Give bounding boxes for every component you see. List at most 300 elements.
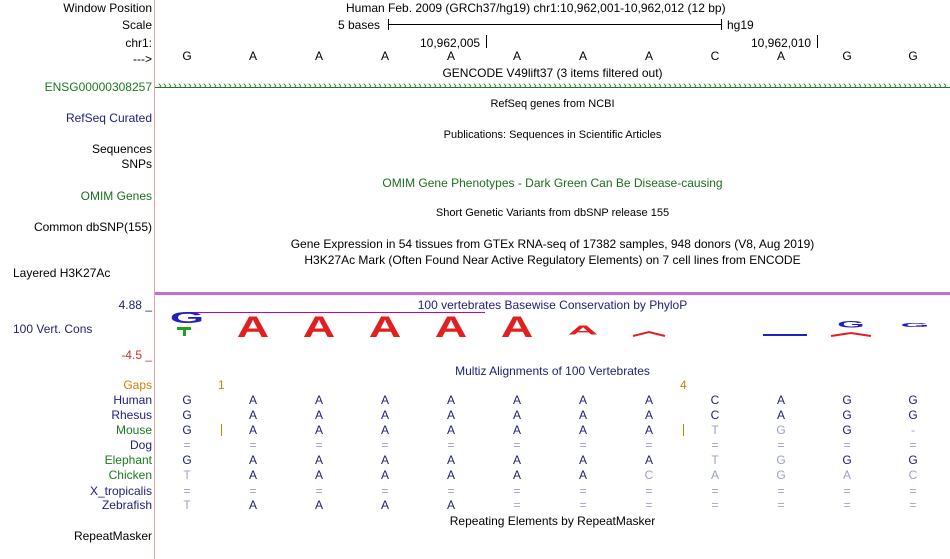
alignment-base: G [776,453,786,467]
alignment-base: A [512,393,521,407]
gap-marker-2: 4 [680,378,687,392]
alignment-base: A [380,468,389,482]
omim-track-title[interactable]: OMIM Gene Phenotypes - Dark Green Can Be Disease-causing [382,176,723,190]
alignment-base: A [446,408,455,422]
alignment-base: = [447,484,455,498]
track-label-column [0,0,154,559]
alignment-base: = [645,484,653,498]
strand-chevron: › [288,80,292,92]
strand-chevron: › [553,80,557,92]
strand-chevron: › [508,80,512,92]
strand-chevron: › [478,80,482,92]
strand-chevron: › [573,80,577,92]
alignment-base: = [315,438,323,452]
strand-chevron: › [533,80,537,92]
alignment-base: A [314,453,323,467]
logo-letter-g-11: G [837,320,865,330]
strand-chevron: › [318,80,322,92]
alignment-base: A [578,453,587,467]
strand-arrow-label: ---> [133,52,152,66]
strand-chevron: › [308,80,312,92]
alignment-base: = [381,484,389,498]
window-position-value: Human Feb. 2009 (GRCh37/hg19) chr1:10,962,001-10,962,012 (12 bp) [346,1,726,15]
logo-letter-c-9 [763,334,807,336]
alignment-base: A [314,468,323,482]
strand-chevron: › [178,80,182,92]
alignment-base: A [380,498,389,512]
gencode-item-label[interactable]: ENSG00000308257 [44,80,152,94]
strand-chevron: › [728,80,732,92]
alignment-base: A [446,453,455,467]
alignment-base: C [644,468,654,482]
strand-chevron: › [713,80,717,92]
strand-chevron: › [618,80,622,92]
strand-chevron: › [298,80,302,92]
chrom-label: chr1: [125,36,152,50]
strand-chevron: › [763,80,767,92]
alignment-base: A [512,453,521,467]
strand-chevron: › [158,80,162,92]
strand-chevron: › [903,80,907,92]
strand-chevron: › [313,80,317,92]
alignment-base: = [447,438,455,452]
strand-chevron: › [943,80,947,92]
alignment-base: = [513,498,521,512]
strand-chevron: › [608,80,612,92]
strand-chevron: › [883,80,887,92]
strand-chevron: › [363,80,367,92]
h3k27ac-track-title[interactable]: H3K27Ac Mark (Often Found Near Active Regulatory Elements) on 7 cell lines from ENCODE [304,253,801,267]
alignment-base: A [380,453,389,467]
strand-chevron: › [868,80,872,92]
logo-letter-a-6: A [500,310,534,340]
repeatmasker-label[interactable]: RepeatMasker [73,529,152,543]
strand-chevron: › [673,80,677,92]
alignment-base: A [644,393,653,407]
alignment-base: A [578,408,587,422]
strand-chevron: › [388,80,392,92]
strand-chevron: › [393,80,397,92]
alignment-base: A [578,423,587,437]
alignment-base: = [777,438,785,452]
strand-chevron: › [758,80,762,92]
strand-chevron: › [358,80,362,92]
strand-chevron: › [648,80,652,92]
strand-chevron: › [833,80,837,92]
strand-chevron: › [918,80,922,92]
phylop-track-label[interactable]: 100 Vert. Cons [13,322,93,336]
mouse-insert-marker-2 [683,424,684,436]
scale-bar-left-label: 5 bases [338,18,381,32]
strand-chevron: › [543,80,547,92]
alignment-base: G [182,423,192,437]
alignment-base: A [446,423,455,437]
strand-chevron: › [518,80,522,92]
alignment-base: A [644,423,653,437]
gap-marker-1: 1 [218,378,225,392]
alignment-base: A [380,423,389,437]
logo-letter-a-2: A [236,310,270,340]
alignment-base: - [911,423,915,437]
strand-chevron: › [913,80,917,92]
strand-chevron: › [173,80,177,92]
strand-chevron: › [828,80,832,92]
alignment-base: A [446,468,455,482]
refseq-track-title[interactable]: RefSeq genes from NCBI [490,98,615,110]
strand-chevron: › [448,80,452,92]
strand-chevron: › [443,80,447,92]
strand-chevron: › [353,80,357,92]
alignment-base: A [512,468,521,482]
alignment-base: = [513,438,521,452]
strand-chevron: › [523,80,527,92]
strand-chevron: › [803,80,807,92]
alignment-base: A [314,408,323,422]
alignment-base: = [579,438,587,452]
alignment-base: G [842,408,852,422]
alignment-base: T [183,468,191,482]
alignment-base: = [909,438,917,452]
strand-chevron: › [778,80,782,92]
strand-chevron: › [368,80,372,92]
strand-chevron: › [473,80,477,92]
strand-chevron: › [483,80,487,92]
strand-chevron: › [578,80,582,92]
strand-chevron: › [493,80,497,92]
alignment-base: A [248,393,257,407]
alignment-base: = [579,484,587,498]
alignment-base: A [314,498,323,512]
strand-chevron: › [253,80,257,92]
repeatmasker-track-title[interactable]: Repeating Elements by RepeatMasker [449,514,656,528]
strand-chevron: › [278,80,282,92]
species-label: Dog [129,438,152,452]
strand-chevron: › [538,80,542,92]
ruler-tick-2 [817,35,818,48]
strand-chevron: › [843,80,847,92]
alignment-base: G [842,423,852,437]
strand-chevron: › [693,80,697,92]
snps-label[interactable]: SNPs [121,157,152,171]
strand-chevron: › [658,80,662,92]
mouse-insert-marker-1 [221,424,222,436]
scale-label: Scale [121,18,152,32]
strand-chevron: › [238,80,242,92]
alignment-base: = [381,438,389,452]
strand-chevron: › [268,80,272,92]
strand-chevron: › [613,80,617,92]
strand-chevron: › [463,80,467,92]
reference-base: A [512,49,521,63]
strand-chevron: › [328,80,332,92]
strand-chevron: › [653,80,657,92]
alignment-base: = [843,438,851,452]
alignment-base: A [578,393,587,407]
alignment-base: = [711,484,719,498]
alignment-base: = [909,484,917,498]
strand-chevron: › [548,80,552,92]
strand-chevron: › [818,80,822,92]
phylop-max-label: 4.88 _ [118,298,152,312]
strand-chevron: › [438,80,442,92]
strand-chevron: › [788,80,792,92]
species-label: Mouse [115,423,152,437]
alignment-base: A [644,453,653,467]
strand-chevron: › [878,80,882,92]
strand-chevron: › [768,80,772,92]
strand-chevron: › [323,80,327,92]
strand-chevron: › [688,80,692,92]
strand-chevron: › [928,80,932,92]
alignment-base: A [248,498,257,512]
strand-chevron: › [193,80,197,92]
strand-chevron: › [888,80,892,92]
alignment-base: A [380,393,389,407]
logo-letter-a-7: A [567,322,599,338]
strand-chevron: › [848,80,852,92]
strand-chevron: › [908,80,912,92]
strand-chevron: › [513,80,517,92]
strand-chevron: › [743,80,747,92]
strand-chevron: › [213,80,217,92]
strand-chevron: › [628,80,632,92]
strand-chevron: › [558,80,562,92]
alignment-base: = [843,484,851,498]
strand-chevron: › [638,80,642,92]
strand-chevron: › [218,80,222,92]
strand-chevron: › [738,80,742,92]
strand-chevron: › [898,80,902,92]
strand-chevron: › [683,80,687,92]
strand-chevron: › [343,80,347,92]
logo-letter-t-green-top [177,327,191,330]
strand-chevron: › [383,80,387,92]
strand-chevron: › [453,80,457,92]
sequences-label[interactable]: Sequences [91,142,152,156]
strand-chevron: › [933,80,937,92]
alignment-base: G [182,393,192,407]
strand-chevron: › [823,80,827,92]
logo-letter-a-4: A [368,310,402,340]
alignment-base: = [315,484,323,498]
alignment-base: G [182,453,192,467]
alignment-base: A [512,408,521,422]
reference-base: G [842,49,852,63]
strand-chevron: › [773,80,777,92]
alignment-base: G [842,453,852,467]
alignment-base: A [776,408,785,422]
strand-chevron: › [568,80,572,92]
strand-chevron: › [923,80,927,92]
logo-letter-a-8 [633,332,665,336]
phylop-min-label: -4.5 _ [121,348,152,362]
strand-chevron: › [838,80,842,92]
strand-chevron: › [183,80,187,92]
reference-base: A [644,49,653,63]
logo-letter-a-11 [831,333,871,336]
alignment-base: G [842,393,852,407]
species-label: Rhesus [111,408,152,422]
alignment-base: A [578,468,587,482]
species-label: Zebrafish [101,498,152,512]
strand-chevron: › [598,80,602,92]
strand-chevron: › [423,80,427,92]
strand-chevron: › [563,80,567,92]
h3k27ac-signal-bar [155,292,950,295]
strand-chevron: › [723,80,727,92]
logo-letter-g: G [169,310,205,327]
reference-base: A [776,49,785,63]
gaps-label: Gaps [123,378,152,392]
strand-chevron: › [203,80,207,92]
logo-letter-a-5: A [434,310,468,340]
refseq-curated-label[interactable]: RefSeq Curated [65,111,152,125]
strand-chevron: › [498,80,502,92]
alignment-base: G [776,468,786,482]
strand-chevron: › [663,80,667,92]
window-position-label: Window Position [63,1,152,15]
strand-chevron: › [528,80,532,92]
alignment-base: A [314,393,323,407]
reference-base: G [182,49,192,63]
alignment-base: C [908,468,918,482]
alignment-base: = [645,438,653,452]
alignment-base: A [446,393,455,407]
strand-chevron: › [938,80,942,92]
omim-genes-label[interactable]: OMIM Genes [80,189,152,203]
strand-chevron: › [588,80,592,92]
strand-chevron: › [623,80,627,92]
species-label: Elephant [104,453,152,467]
strand-chevron: › [718,80,722,92]
alignment-base: T [711,453,719,467]
alignment-base: = [249,438,257,452]
strand-chevron: › [863,80,867,92]
strand-chevron: › [398,80,402,92]
species-label: Chicken [108,468,152,482]
strand-chevron: › [168,80,172,92]
alignment-base: A [446,498,455,512]
strand-chevron: › [413,80,417,92]
strand-chevron: › [858,80,862,92]
alignment-base: A [314,423,323,437]
alignment-base: G [182,408,192,422]
alignment-base: A [248,453,257,467]
strand-chevron: › [698,80,702,92]
phylop-sequence-logo [155,310,950,340]
strand-chevron: › [678,80,682,92]
reference-base: A [446,49,455,63]
phylop-track-title[interactable]: 100 vertebrates Basewise Conservation by PhyloP [417,298,688,312]
dbsnp-track-title[interactable]: Short Genetic Variants from dbSNP release 155 [435,207,670,219]
strand-chevron: › [233,80,237,92]
alignment-base: A [248,468,257,482]
scale-bar-right-label: hg19 [727,18,754,32]
label-column-divider [154,0,155,559]
alignment-base: = [183,438,191,452]
strand-chevron: › [733,80,737,92]
strand-chevron: › [223,80,227,92]
reference-base: G [908,49,918,63]
strand-chevron: › [813,80,817,92]
strand-chevron: › [793,80,797,92]
strand-chevron: › [583,80,587,92]
strand-chevron: › [748,80,752,92]
multiz-track-title[interactable]: Multiz Alignments of 100 Vertebrates [455,364,650,378]
scale-bar-right-tick [721,19,722,30]
strand-chevron: › [783,80,787,92]
strand-chevron: › [668,80,672,92]
ruler-position-2: 10,962,010 [751,36,812,50]
layered-h3k27ac-label[interactable]: Layered H3K27Ac [13,266,111,280]
gtex-track-title[interactable]: Gene Expression in 54 tissues from GTEx RNA-seq of 17382 samples, 948 donors (V8, Aug 2019) [290,237,815,251]
strand-chevron: › [853,80,857,92]
strand-chevron: › [418,80,422,92]
strand-chevron: › [433,80,437,92]
alignment-base: = [711,498,719,512]
alignment-base: A [842,468,851,482]
gencode-track-title[interactable]: GENCODE V49lift37 (3 items filtered out) [442,66,663,80]
alignment-base: G [776,423,786,437]
reference-base: A [314,49,323,63]
strand-chevron: › [798,80,802,92]
alignment-base: = [579,498,587,512]
alignment-base: G [908,453,918,467]
strand-chevron: › [603,80,607,92]
strand-chevron: › [248,80,252,92]
strand-chevron: › [333,80,337,92]
alignment-base: = [513,484,521,498]
ruler-tick-1 [486,35,487,48]
alignment-base: = [249,484,257,498]
strand-chevron: › [338,80,342,92]
strand-chevron: › [428,80,432,92]
strand-chevron: › [873,80,877,92]
strand-chevron: › [208,80,212,92]
strand-chevron: › [373,80,377,92]
strand-chevron: › [808,80,812,92]
alignment-base: G [908,393,918,407]
reference-base: C [710,49,720,63]
species-label: Human [113,393,152,407]
alignment-base: A [644,408,653,422]
strand-chevron: › [228,80,232,92]
alignment-base: = [843,498,851,512]
alignment-base: = [645,498,653,512]
strand-chevron: › [708,80,712,92]
common-dbsnp-label[interactable]: Common dbSNP(155) [33,220,152,234]
ruler-position-1: 10,962,005 [420,36,481,50]
strand-chevron: › [703,80,707,92]
alignment-base: = [777,498,785,512]
alignment-base: A [248,423,257,437]
alignment-base: T [711,423,719,437]
strand-chevron: › [503,80,507,92]
alignment-base: T [183,498,191,512]
strand-chevron: › [643,80,647,92]
logo-letter-a-3: A [302,310,336,340]
publications-track-title[interactable]: Publications: Sequences in Scientific Articles [443,129,662,141]
alignment-base: A [380,408,389,422]
scale-bar-line [388,24,721,25]
reference-base: A [578,49,587,63]
strand-chevron: › [263,80,267,92]
strand-chevron: › [258,80,262,92]
alignment-base: = [183,484,191,498]
strand-chevron: › [273,80,277,92]
strand-chevron: › [458,80,462,92]
strand-chevron: › [348,80,352,92]
